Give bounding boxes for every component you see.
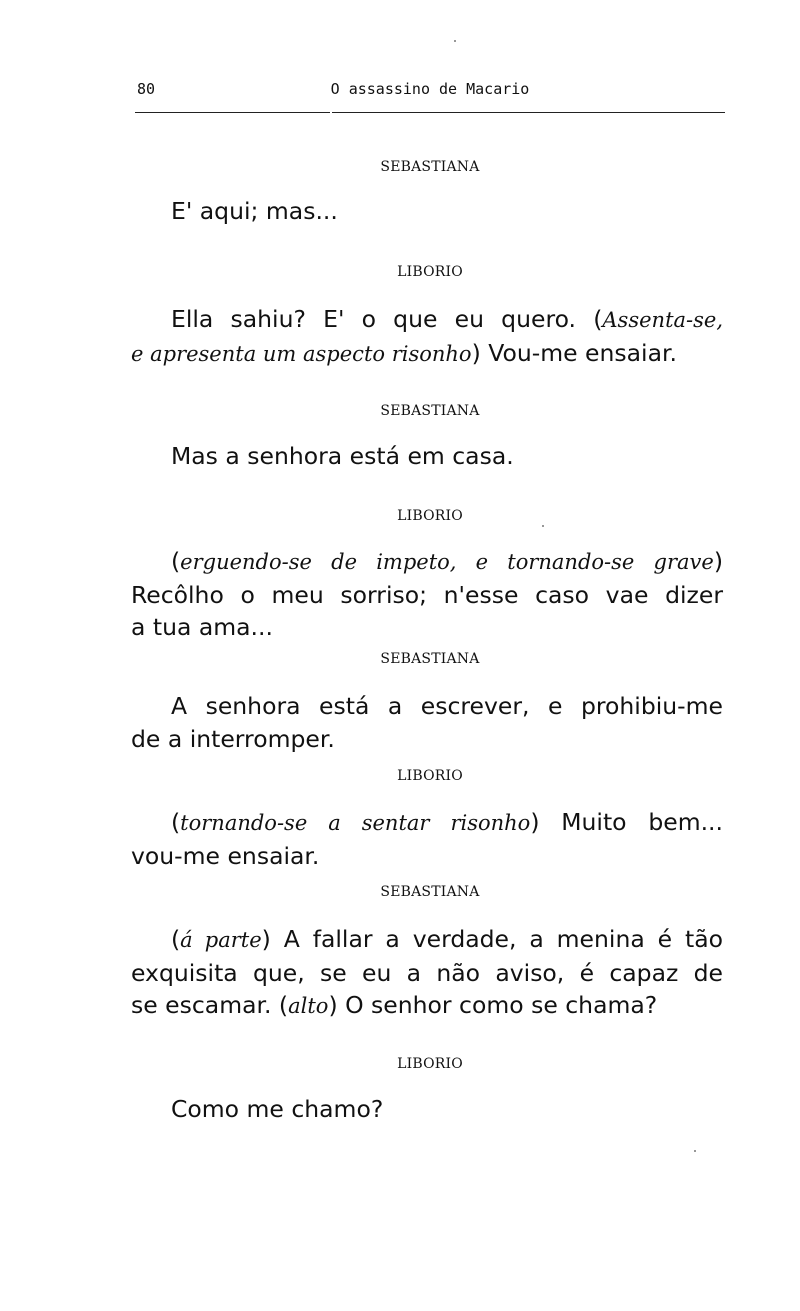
speech-text bbox=[131, 806, 723, 872]
speech-line bbox=[131, 690, 723, 723]
speaker-name: SEBASTIANA bbox=[380, 884, 480, 900]
dialogue-text: ) Vou-me ensaiar. bbox=[471, 338, 677, 367]
speech-line bbox=[131, 611, 723, 644]
speech-text bbox=[131, 545, 723, 644]
speech-text bbox=[131, 1093, 723, 1126]
paper-speck bbox=[694, 1150, 696, 1152]
stage-direction: á parte bbox=[180, 928, 262, 952]
paper-speck bbox=[542, 525, 544, 527]
speech-line bbox=[131, 337, 723, 371]
dialogue-text: ( bbox=[171, 925, 181, 953]
speech-line bbox=[131, 1093, 723, 1126]
dialogue-text: ( bbox=[171, 547, 181, 575]
speaker-name: LIBORIO bbox=[397, 508, 463, 524]
speech-line bbox=[131, 806, 723, 840]
stage-direction: erguendo-se de impeto, e tornando-se grave bbox=[180, 550, 714, 574]
speaker-name: SEBASTIANA bbox=[380, 403, 480, 419]
speaker-name: LIBORIO bbox=[397, 264, 463, 280]
dialogue-text: E' aqui; mas... bbox=[171, 197, 338, 225]
speech-text bbox=[131, 303, 723, 370]
dialogue-text: Recôlho o meu sorriso; n'esse caso vae dizer bbox=[131, 580, 723, 609]
header-rule bbox=[332, 112, 725, 113]
speech-line bbox=[131, 440, 723, 473]
dialogue-text: Mas a senhora está em casa. bbox=[171, 442, 514, 470]
page-header bbox=[135, 80, 725, 102]
speech-line bbox=[131, 957, 723, 990]
dialogue-text: ) A fallar a verdade, a menina é tão bbox=[261, 925, 723, 953]
speech-line bbox=[131, 989, 723, 1023]
speech-line bbox=[131, 840, 723, 873]
dialogue-text: ) Muito bem... bbox=[530, 808, 724, 836]
stage-direction: Assenta-se, bbox=[602, 308, 723, 332]
dialogue-text: exquisita que, se eu a não aviso, é capaz de bbox=[131, 958, 723, 987]
running-title: O assassino de Macario bbox=[330, 80, 530, 98]
dialogue-text: Como me chamo? bbox=[171, 1095, 384, 1123]
stage-direction: e apresenta um aspecto risonho bbox=[131, 341, 472, 366]
dialogue-text: se escamar. ( bbox=[131, 991, 289, 1019]
speech-line bbox=[131, 303, 723, 337]
speaker-name: SEBASTIANA bbox=[380, 651, 480, 667]
paper-speck bbox=[454, 40, 456, 42]
stage-direction: alto bbox=[288, 994, 329, 1018]
dialogue-text: ( bbox=[171, 808, 181, 836]
dialogue-text: ) O senhor como se chama? bbox=[328, 991, 658, 1019]
stage-direction: tornando-se a sentar risonho bbox=[180, 811, 531, 835]
dialogue-text: vou-me ensaiar. bbox=[131, 841, 320, 870]
speech-line bbox=[131, 923, 723, 957]
dialogue-text: A senhora está a escrever, e prohibiu-me bbox=[171, 692, 723, 720]
dialogue-text: a tua ama... bbox=[131, 613, 273, 641]
header-rule bbox=[135, 112, 330, 113]
speech-line bbox=[131, 723, 723, 756]
speech-text bbox=[131, 690, 723, 755]
speaker-name: LIBORIO bbox=[397, 1056, 463, 1072]
speech-text bbox=[131, 440, 723, 473]
dialogue-text: de a interromper. bbox=[131, 724, 335, 753]
speech-line bbox=[131, 545, 723, 579]
dialogue-text: ) bbox=[713, 547, 723, 575]
speech-text bbox=[131, 923, 723, 1023]
speech-text bbox=[131, 195, 723, 228]
dialogue-text: Ella sahiu? E' o que eu quero. ( bbox=[171, 305, 603, 333]
speech-line bbox=[131, 579, 723, 612]
page-number: 80 bbox=[137, 80, 156, 98]
speaker-name: LIBORIO bbox=[397, 768, 463, 784]
speaker-name: SEBASTIANA bbox=[380, 159, 480, 175]
speech-line bbox=[131, 195, 723, 228]
